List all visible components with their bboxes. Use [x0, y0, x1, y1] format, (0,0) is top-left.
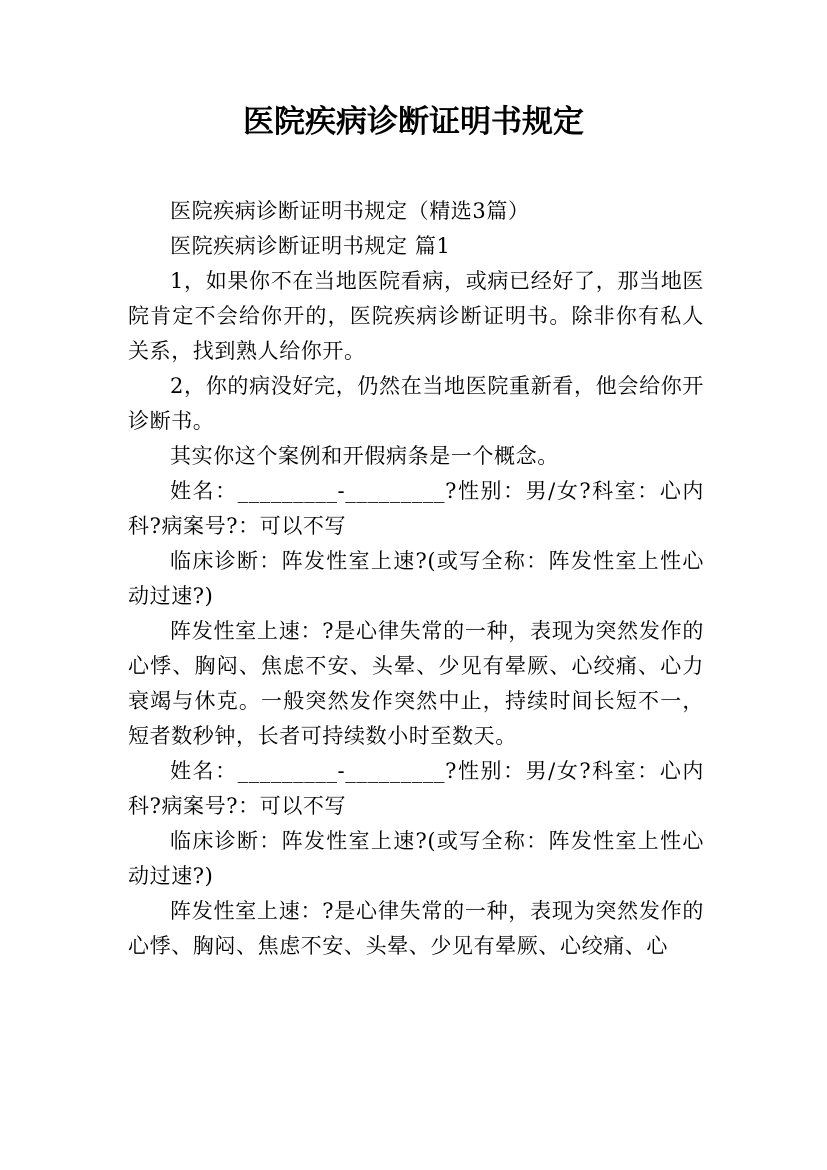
paragraph-description: 阵发性室上速：?是心律失常的一种，表现为突然发作的心悸、胸闷、焦虑不安、头晕、少见有晕厥、心绞痛、心 [128, 899, 704, 958]
paragraph-diagnosis: 临床诊断：阵发性室上速?(或写全称：阵发性室上性心动过速?) [128, 549, 704, 608]
paragraph-section-heading: 医院疾病诊断证明书规定 篇1 [170, 234, 451, 258]
document-body [128, 194, 704, 964]
paragraph-diagnosis: 临床诊断：阵发性室上速?(或写全称：阵发性室上性心动过速?) [128, 829, 704, 888]
paragraph: 其实你这个案例和开假病条是一个概念。 [170, 444, 559, 468]
paragraph-form-line: 姓名：_________-_________?性别：男/女?科室：心内科?病案号?：可以不写 [128, 759, 704, 818]
paragraph-subtitle: 医院疾病诊断证明书规定（精选3篇） [170, 199, 530, 223]
paragraph: 2，你的病没好完，仍然在当地医院重新看，他会给你开诊断书。 [128, 374, 704, 433]
paragraph-form-line: 姓名：_________-_________?性别：男/女?科室：心内科?病案号?：可以不写 [128, 479, 704, 538]
document-title: 医院疾病诊断证明书规定 [243, 104, 584, 140]
paragraph-description: 阵发性室上速：?是心律失常的一种，表现为突然发作的心悸、胸闷、焦虑不安、头晕、少见有晕厥、心绞痛、心力衰竭与休克。一般突然发作突然中止，持续时间长短不一，短者数秒钟，长者可持续数小时至数天。 [128, 619, 704, 748]
paragraph: 1，如果你不在当地医院看病，或病已经好了，那当地医院肯定不会给你开的，医院疾病诊断证明书。除非你有私人关系，找到熟人给你开。 [128, 269, 704, 363]
